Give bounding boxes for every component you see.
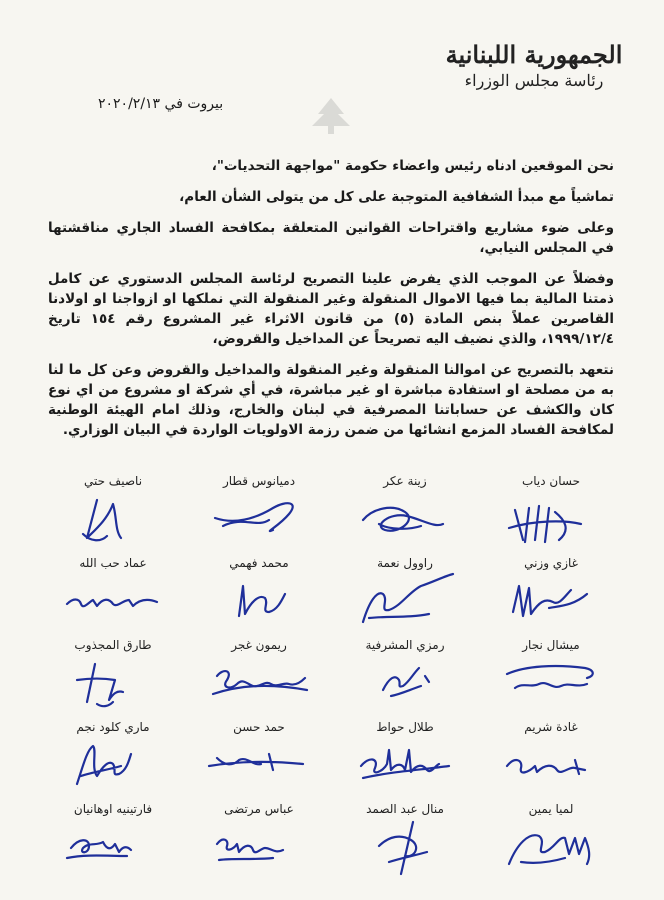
- handwritten-signature: [349, 736, 461, 794]
- signatory-name: ريمون غجر: [231, 638, 287, 652]
- handwritten-signature: [203, 736, 315, 794]
- signature-block: [194, 720, 324, 802]
- signature-block: [340, 802, 470, 884]
- letterhead-presidency: رئاسة مجلس الوزراء: [464, 71, 604, 90]
- date-line: بيروت في ٢٠٢٠/٢/١٣: [98, 96, 224, 112]
- signature-block: [194, 638, 324, 720]
- handwritten-signature: [203, 490, 315, 548]
- signature-block: [48, 474, 178, 556]
- handwritten-signature: [349, 490, 461, 548]
- signatory-name: عباس مرتضى: [224, 802, 294, 816]
- handwritten-signature: [349, 654, 461, 712]
- paragraph: تماشياً مع مبدأ الشفافية المتوجبة على كل من يتولى الشأن العام،: [179, 189, 614, 205]
- signatory-name: طلال حواط: [376, 720, 434, 734]
- signature-block: [486, 638, 616, 720]
- paragraph: وعلى ضوء مشاريع واقتراحات القوانين المتعلقة بمكافحة الفساد الجاري مناقشتها في المجلس النيابي،: [48, 220, 614, 256]
- signature-block: [486, 720, 616, 802]
- signature-block: [486, 802, 616, 884]
- signature-block: [194, 474, 324, 556]
- paragraph: وفضلاً عن الموجب الذي يفرض علينا التصريح لرئاسة المجلس الدستوري عن كامل ذمتنا المالية بما فيها الاموال المنقولة وغير المنقولة التي نملكها او ازواجنا او اولادنا القاصرين عملاً بنص المادة (٥) من قانون الاثراء غير المشروع رقم ١٥٤ تاريخ ١٩٩٩/١٢/٤، والذي نضيف اليه تصريحاً عن المداخيل والقروض،: [48, 271, 614, 347]
- signatory-name: حسان دياب: [521, 474, 581, 488]
- signature-block: [340, 556, 470, 638]
- paragraph: نتعهد بالتصريح عن اموالنا المنقولة وغير المنقولة والمداخيل والقروض وعن كل ما لنا به من مصلحة او استفادة مباشرة او غير مباشرة، في أي شركة او مشروع من اي نوع كان والكشف عن حساباتنا المصرفية في لبنان والخارج، وذلك امام الهيئة الوطنية لمكافحة الفساد المزمع انشائها من ضمن رزمة الاولويات الواردة في البيان الوزاري.: [48, 362, 614, 438]
- signatory-name: غادة شريم: [524, 720, 578, 734]
- paragraph: نحن الموقعين ادناه رئيس واعضاء حكومة "مواجهة التحديات"،: [211, 158, 614, 174]
- signature-block: [194, 802, 324, 884]
- signatory-name: عماد حب الله: [79, 556, 147, 570]
- signatory-name: رمزي المشرفية: [365, 638, 445, 652]
- handwritten-signature: [349, 572, 461, 630]
- signatory-name: زينة عكر: [383, 474, 427, 488]
- handwritten-signature: [203, 818, 315, 876]
- signature-block: [48, 556, 178, 638]
- signatory-name: طارق المجذوب: [74, 638, 152, 652]
- signature-block: [340, 474, 470, 556]
- signatory-name: لميا يمين: [528, 802, 574, 816]
- handwritten-signature: [495, 654, 607, 712]
- handwritten-signature: [495, 490, 607, 548]
- letterhead-republic: الجمهورية اللبنانية: [445, 40, 623, 69]
- cedar-emblem-icon: [296, 96, 366, 136]
- signatures-grid: [48, 474, 616, 884]
- handwritten-signature: [57, 654, 169, 712]
- signatory-name: ماري كلود نجم: [76, 720, 150, 734]
- handwritten-signature: [495, 572, 607, 630]
- handwritten-signature: [57, 818, 169, 876]
- signatory-name: ميشال نجار: [522, 638, 580, 652]
- signatory-name: حمد حسن: [233, 720, 285, 734]
- signatory-name: فارتينيه اوهانيان: [73, 802, 153, 816]
- handwritten-signature: [203, 654, 315, 712]
- signatory-name: محمد فهمي: [229, 556, 289, 570]
- letterhead: [434, 40, 634, 92]
- signature-block: [340, 720, 470, 802]
- signature-block: [48, 802, 178, 884]
- signatory-name: دميانوس قطار: [222, 474, 296, 488]
- signature-block: [194, 556, 324, 638]
- handwritten-signature: [495, 736, 607, 794]
- handwritten-signature: [57, 572, 169, 630]
- handwritten-signature: [495, 818, 607, 876]
- signature-block: [486, 474, 616, 556]
- handwritten-signature: [57, 490, 169, 548]
- signatory-name: راوول نعمة: [377, 556, 433, 570]
- signatory-name: غازي وزني: [524, 556, 578, 570]
- declaration-body: [48, 156, 614, 451]
- signature-block: [48, 638, 178, 720]
- handwritten-signature: [349, 818, 461, 876]
- signatory-name: منال عبد الصمد: [366, 802, 444, 816]
- signature-block: [340, 638, 470, 720]
- handwritten-signature: [57, 736, 169, 794]
- signature-block: [486, 556, 616, 638]
- handwritten-signature: [203, 572, 315, 630]
- signature-block: [48, 720, 178, 802]
- signatory-name: ناصيف حتي: [83, 474, 143, 488]
